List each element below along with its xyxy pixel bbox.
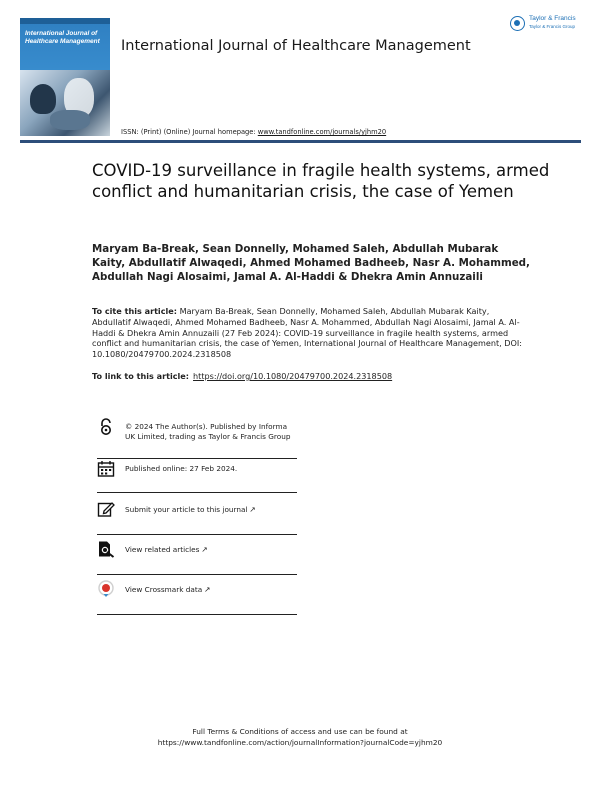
- row-divider: [97, 492, 297, 493]
- footer-terms-link[interactable]: https://www.tandfonline.com/action/journalInformation?journalCode=yjhm20: [157, 738, 443, 747]
- issn-line: [121, 128, 386, 136]
- header-divider: [20, 140, 581, 143]
- related-articles-text: View related articles: [125, 545, 200, 554]
- related-articles-link[interactable]: [125, 545, 299, 555]
- footer-line1: Full Terms & Conditions of access and use can be found at: [192, 727, 408, 736]
- publisher-logo-name: Taylor & Francis: [529, 15, 576, 22]
- cover-photo: [20, 70, 110, 136]
- edit-icon: [97, 500, 115, 518]
- cover-photo-figure-3: [50, 110, 90, 130]
- article-link-label: To link to this article:: [92, 371, 190, 381]
- row-divider: [97, 574, 297, 575]
- row-divider: [97, 458, 297, 459]
- license-text: © 2024 The Author(s). Published by Informa UK Limited, trading as Taylor & Francis Group: [125, 422, 291, 441]
- submit-article-text: Submit your article to this journal: [125, 505, 248, 514]
- crossmark-link[interactable]: [125, 585, 299, 595]
- cover-title-line1: International Journal of: [25, 30, 98, 37]
- citation-label: To cite this article:: [92, 306, 178, 316]
- footer-terms: [0, 726, 600, 748]
- cover-title: [25, 30, 107, 45]
- external-link-icon: ↗: [201, 545, 208, 554]
- cover-top-band: [20, 18, 110, 24]
- publisher-logo-icon: [510, 16, 525, 31]
- publisher-logo: [510, 14, 586, 36]
- row-divider: [97, 614, 297, 615]
- external-link-icon: ↗: [249, 505, 256, 514]
- journal-homepage-link[interactable]: www.tandfonline.com/journals/yjhm20: [257, 128, 387, 136]
- publisher-logo-group: Taylor & Francis Group: [529, 24, 576, 29]
- external-link-icon: ↗: [204, 585, 211, 594]
- crossmark-row[interactable]: [97, 580, 297, 616]
- journal-cover-image: [20, 18, 110, 136]
- calendar-icon: [97, 460, 115, 478]
- submit-article-link[interactable]: [125, 505, 299, 515]
- article-link-line: [92, 371, 522, 381]
- crossmark-icon: [97, 580, 115, 598]
- citation-block: [92, 306, 522, 360]
- crossmark-text: View Crossmark data: [125, 585, 203, 594]
- article-title: COVID-19 surveillance in fragile health systems, armed conflict and humanitarian crisis, the case of Yemen: [92, 161, 550, 201]
- article-doi-link[interactable]: https://doi.org/10.1080/20479700.2024.2318508: [193, 371, 393, 381]
- issn-text: ISSN: (Print) (Online) Journal homepage:: [121, 128, 258, 136]
- related-articles-icon: [97, 540, 115, 558]
- submit-row[interactable]: [97, 500, 297, 534]
- citation-text: Maryam Ba-Break, Sean Donnelly, Mohamed Saleh, Abdullah Mubarak Kaity, Abdullatif Alwaqedi, Ahmed Mohamed Badheeb, Nasr A. Mohammed, Abdullah Nagi Alosaimi, Jamal A. Al-Haddi & Dhekra Amin Annuzaili (27 Feb 2024): COVID-19 surveillance in fragile health systems, armed conflict and humanitarian crisis, the case of Yemen, International Journal of Healthcare Management, DOI:: [92, 306, 523, 349]
- published-text: Published online: 27 Feb 2024.: [125, 464, 238, 473]
- open-access-icon: [97, 418, 115, 436]
- related-row[interactable]: [97, 540, 297, 574]
- article-authors: Maryam Ba-Break, Sean Donnelly, Mohamed Saleh, Abdullah Mubarak Kaity, Abdullatif Alwaqedi, Ahmed Mohamed Badheeb, Nasr A. Mohammed, Abdullah Nagi Alosaimi, Jamal A. Al-Haddi & Dhekra Amin Annuzaili: [92, 243, 530, 284]
- row-divider: [97, 534, 297, 535]
- journal-name: International Journal of Healthcare Management: [121, 38, 471, 54]
- published-row: [97, 460, 297, 496]
- cover-title-line2: Healthcare Management: [25, 37, 100, 45]
- cover-photo-figure-1: [30, 84, 56, 114]
- citation-doi-link[interactable]: 10.1080/20479700.2024.2318508: [92, 349, 232, 360]
